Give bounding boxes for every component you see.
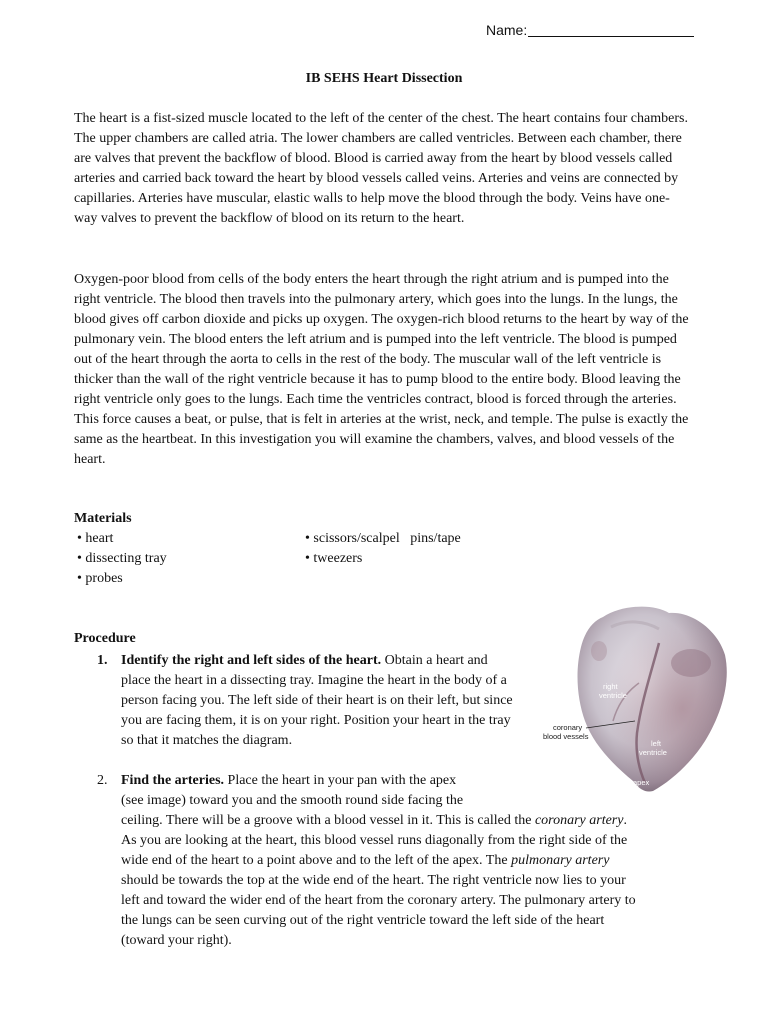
step-number: 1. [97, 653, 108, 668]
step-number: 2. [97, 773, 108, 788]
step-2-line: wide end of the heart to a point above and to the left of the apex. The pulmonary artery [121, 853, 610, 868]
procedure-heading: Procedure [74, 631, 136, 646]
label-left-ventricle-2: ventricle [639, 748, 667, 757]
step-1-lead: Identify the right and left sides of the heart. [121, 653, 382, 668]
label-coronary-2: blood vessels [543, 732, 589, 741]
step-1-text: Obtain a heart and place the heart in a dissecting tray. Imagine the heart in the body of a person facing you. The left side of their heart is on their left, but since you are facing them, it is on your right. Position your heart in the tray so that it matches the diagram. [121, 653, 513, 748]
material-item-probes: • probes [77, 571, 123, 586]
label-right-ventricle-1: right [603, 682, 618, 691]
step-2-line: As you are looking at the heart, this blood vessel runs diagonally from the right side of the [121, 833, 628, 848]
name-label: Name: [486, 22, 528, 38]
intro-paragraph-1: The heart is a fist-sized muscle located to the left of the center of the chest. The heart contains four chambers. The upper chambers are called atria. The lower chambers are called ventricles. Between each chamber, there are valves that prevent the backflow of blood. Blood is carried away from the heart by blood vessels called arteries and carried back toward the heart by blood vessels called veins. Arteries and veins are connected by capillaries. Arteries have muscular, elastic walls to help move the blood through the body. Veins have one-way valves to prevent the backflow of blood on its return to the heart. [74, 111, 688, 226]
intro-paragraph-2: Oxygen-poor blood from cells of the body enters the heart through the right atrium and is pumped into the right ventricle. The blood then travels into the pulmonary artery, which goes into the lungs. In the lungs, the blood gives off carbon dioxide and picks up oxygen. The oxygen-rich blood returns to the heart by way of the pulmonary vein. The blood enters the left atrium and is pumped into the left ventricle. The blood is pumped out of the heart through the aorta to cells in the rest of the body. The muscular wall of the left ventricle is thicker than the wall of the right ventricle because it has to pump blood to the entire body. Blood leaving the right ventricle only goes to the lungs. Each time the ventricles contract, blood is forced through the arteries. This force causes a beat, or pulse, that is felt in arteries at the wrist, neck, and temple. The pulse is exactly the same as the heartbeat. In this investigation you will examine the chambers, valves, and blood vessels of the heart. [74, 272, 689, 467]
label-apex: apex [633, 778, 650, 787]
step-2-line: (see image) toward you and the smooth round side facing the [121, 793, 464, 808]
label-right-ventricle-2: ventricle [599, 691, 627, 700]
step-1-body [121, 651, 513, 751]
name-field[interactable] [486, 22, 694, 38]
step-2-lead: Find the arteries. [121, 773, 225, 788]
step-2-line: Find the arteries. Place the heart in your pan with the apex [121, 773, 457, 788]
step-2-body [121, 771, 693, 951]
step-2-line: left and toward the wider end of the heart from the coronary artery. The pulmonary artery to [121, 893, 636, 908]
step-2-line: (toward your right). [121, 933, 232, 948]
material-item-dissecting-tray: • dissecting tray [77, 551, 167, 566]
step-2-line: should be towards the top at the wide end of the heart. The right ventricle now lies to your [121, 873, 626, 888]
material-item-scissors: • scissors/scalpel pins/tape [305, 531, 461, 546]
material-item-tweezers: • tweezers [305, 551, 363, 566]
label-left-ventricle-1: left [651, 739, 662, 748]
step-2-line: ceiling. There will be a groove with a blood vessel in it. This is called the coronary artery. [121, 813, 627, 828]
label-coronary-1: coronary [553, 723, 583, 732]
term-coronary-artery: coronary artery [534, 813, 624, 828]
term-pulmonary-artery: pulmonary artery [511, 853, 610, 868]
heart-diagram-image [541, 603, 727, 793]
material-item-heart: • heart [77, 531, 114, 546]
document-title: IB SEHS Heart Dissection [305, 71, 463, 86]
step-2-line: the lungs can be seen curving out of the right ventricle toward the left side of the heart [121, 913, 605, 928]
materials-heading: Materials [74, 511, 132, 526]
name-blank-line[interactable] [528, 22, 694, 37]
